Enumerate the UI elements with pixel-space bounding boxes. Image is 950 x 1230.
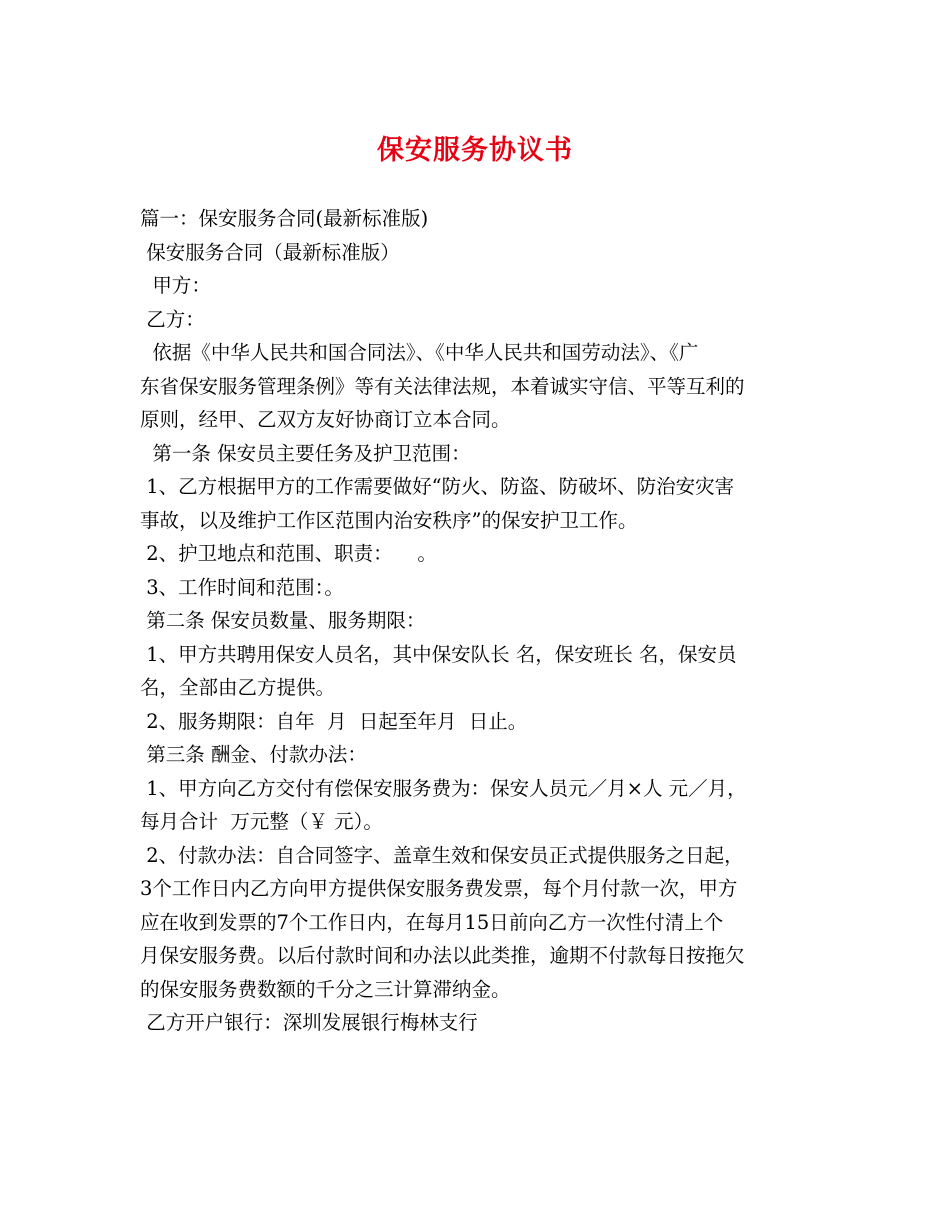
text-line: 乙方： <box>140 307 205 331</box>
text-line: 甲方： <box>140 274 211 297</box>
document-body <box>140 202 830 1040</box>
text-line: 2、付款办法：自合同签字、盖章生效和保安员正式提供服务之日起， <box>140 843 744 867</box>
text-line: 第三条 酬金、付款办法： <box>140 743 367 766</box>
text-line: 应在收到发票的7个工作日内，在每月15日前向乙方一次性付清上个 <box>140 910 724 934</box>
text-line: 第二条 保安员数量、服务期限： <box>140 609 426 632</box>
text-line: 1、甲方向乙方交付有偿保安服务费为：保安人员元／月×人 元／月， <box>140 776 747 800</box>
text-line: 东省保安服务管理条例》等有关法律法规，本着诚实守信、平等互利的 <box>140 374 745 398</box>
text-line: 乙方开户银行：深圳发展银行梅林支行 <box>140 1011 478 1034</box>
text-line: 月保安服务费。以后付款时间和办法以此类推，逾期不付款每日按拖欠 <box>140 944 745 967</box>
text-line: 2、服务期限：自年 月 日起至年月 日止。 <box>140 709 528 733</box>
text-line: 3个工作日内乙方向甲方提供保安服务费发票，每个月付款一次，甲方 <box>140 877 738 900</box>
text-line: 篇一：保安服务合同(最新标准版) <box>140 207 429 230</box>
text-line: 依据《中华人民共和国合同法》、《中华人民共和国劳动法》、《广 <box>140 341 699 364</box>
text-line: 保安服务合同（最新标准版） <box>140 240 400 264</box>
text-line: 2、护卫地点和范围、职责： 。 <box>140 542 437 565</box>
text-line: 1、乙方根据甲方的工作需要做好“防火、防盗、防破坏、防治安灾害 <box>140 475 735 498</box>
text-line: 名，全部由乙方提供。 <box>140 676 336 699</box>
text-line: 原则，经甲、乙双方友好协商订立本合同。 <box>140 408 511 431</box>
text-line: 每月合计 万元整（￥ 元）。 <box>140 810 383 833</box>
text-line: 3、工作时间和范围：。 <box>140 575 344 599</box>
text-line: 第一条 保安员主要任务及护卫范围： <box>140 441 471 465</box>
text-line: 事故，以及维护工作区范围内治安秩序”的保安护卫工作。 <box>140 508 638 532</box>
document-title: 保安服务协议书 <box>377 135 573 166</box>
text-line: 的保安服务费数额的千分之三计算滞纳金。 <box>140 977 511 1001</box>
text-line: 1、甲方共聘用保安人员名，其中保安队长 名，保安班长 名，保安员 <box>140 642 737 666</box>
